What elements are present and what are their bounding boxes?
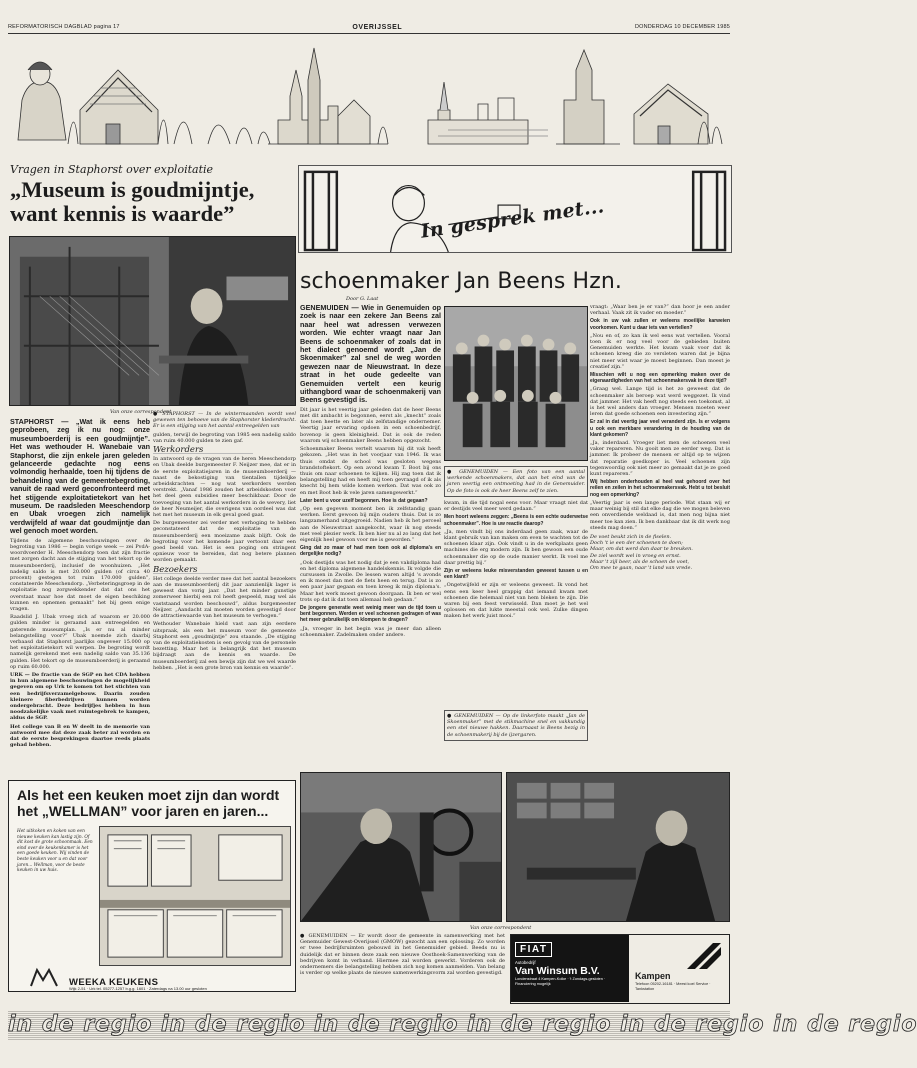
art2-question: De jongere generatie weet weinig meer van de tijd toen u bent begonnen. Werden er veel schoenen gedragen of was het meer gebruikelijk om klompen te dragen?	[300, 604, 441, 624]
ad-body-text: Het uitkoken en koken van een nieuwe keuken kan lastig zijn. Of dit kost de grote schoonmaak. Een eind over de keukenkamer is het een goede keuken. Wij vinden de beste keuken voor u en dat voor jaren... Wellman, voor de beste keuken in uw huis.	[17, 829, 93, 874]
masthead-section: OVERIJSSEL	[352, 23, 403, 31]
subhead-werkorders: Werkorders	[153, 447, 253, 454]
art2-lead: GENEMUIDEN — Wie in Genemuiden op zoek is naar een zekere Jan Beens zal naar heel wat adressen verwezen worden. Wie echter vraagt naar Jan Beens de schoenmaker of zoals dat in het dialect genoemd wordt „Jan de Skoenmaker” zal snel de weg worden gewezen naar de Nieuwstraat. In deze straat in het oude gedeelte van Genemuiden vertelt een keurig uithangbord waar de schoenmakerij van Beens gevestigd is.	[300, 303, 441, 405]
interview-byline: Door G. Laat	[346, 296, 379, 302]
wellman-kitchen-ad	[8, 780, 296, 992]
art2-column-2	[444, 500, 588, 622]
shoemaker-workshop-photo	[506, 772, 730, 922]
workshop-photo-caption-text: ● GENEMUIDEN — Op de linkerfoto maakt „Jan de Skoenmaker” met de stikmachine snel en vakkundig een stel nieuwe hakken. Daarnaast is Beens bezig in de schoenmakerij bij de ijzergaren.	[444, 710, 588, 741]
art2-question: Later bent u voor uzelf begonnen. Hoe is dat gegaan?	[300, 497, 428, 504]
art1-paragraph: In antwoord op de vragen van de heren Meeschendorp en Ubak deelde burgemeester F. Neijzer mee, dat er in de eerste exploitatiejaren in de museumboerderij — naast de bekostiging van tientallen tijdelijke arbeidskrachten — nog wat werkorders werden verstrekt. „Vanaf 1986 zouden het arbeidskosten voor het deel geen subsidies meer beschikbaar. Door de toevoeging van het aantal werkorders in de wevery, liet de heer Neumeijer, die overigens van oordeel was dat het met het museum in elk geval goed gaat.	[153, 456, 296, 519]
fiat-dealer-name: Van Winsum B.V.	[515, 965, 600, 977]
fiat-stripe-icon	[683, 939, 725, 973]
art2-question: Misschien wilt u nog een opmerking maken over de eigenaardigheden van het schoenmakersvak in deze tijd?	[590, 372, 730, 385]
weeka-logo-icon	[29, 966, 59, 988]
art2-paragraph: „Ja, vroeger in het begin was je meer dan alleen schoenmaker. Zadelmaken onder andere.	[300, 625, 441, 638]
fiat-phone: Telefoon 05202-16181 · Meest koel Service · Tankstation	[635, 982, 711, 991]
art2-paragraph: „Ja, men vindt bij ons inderdaad geen zaak, waar de klant gebruik van kan maken om even te wachten tot de schoenen klaar zijn. Ook vindt u in de werkplaats geen machines die erg modern zijn. Ik ben gewoon een oude schoenmaker die op de oude manier werkt. Ik voel me daar prettig bij.”	[444, 528, 588, 566]
art1-paragraph: Het college van B en W deelt in de memorie van antwoord mee dat deze zaak beter zal worden en dat de eerste besprekingen daartoe reeds plaats gehad hebben.	[10, 723, 150, 749]
art2-paragraph: „Ook destijds was het nodig dat je een vakdiploma had en het diploma algemene handelskennis. Ik volgde die cursussen in Zwolle. De lessen waren altijd 's avonds en ik moest dan met de fiets heen en terug. Dat is zo een paar jaar gegaan en toen kreeg ik mijn diploma's. Maar het werk moest gewoon doorgaan. Ik ben er wel trots op dat ik dat toen allemaal heb gedaan.”	[300, 559, 441, 603]
art2-question: Men hoort weleens zeggen: „Beens is een echte ouderwetse schoenmaker”. Hoe is uw reactie daarop?	[444, 514, 588, 527]
subhead-bezoekers: Bezoekers	[153, 567, 253, 574]
art1-lead: STAPHORST — „Wat ik eens heb geprobeen, zeg ik nu nog: onze museumboerderij is een goudmijntje”. Het was wethouder H. Wanebaie van Staphorst, die zijn enkele jaren geleden gelanceerde gedachte nog eens volmondig herhaalde, toen hij tijdens de behandeling van de gemeentebegroting, vanuit de raad werd geconfronteerd met het stijgende exploitatietekort van het museum. De raadsleden Meeschendorp en Ubak vroegen zich namelijk verdwijfeld af waar dat goudmijntje dan wel genoch moet worden.	[10, 417, 150, 536]
photo-byline: Van onze correspondent	[110, 409, 172, 415]
art2-paragraph: „Graag wel. Lange tijd is het zo geweest dat de schoenmaker als beroep wat werd weggezet. Ik vind dat jammer. Het vak heeft nog steeds een toekomst, al is het wel anders dan vroeger. Mensen moeten weer leren dat goede schoenen een investering zijn.”	[590, 386, 730, 418]
art1-photo-caption: ● STAPHORST — In de wintermaanden wordt veel geweven ten behoeve van de Staphorster klederdracht. Er is een stijging van het aantal entreegelden van	[153, 411, 296, 430]
ad-headline: Als het een keuken moet zijn dan wordt het „WELLMAN” voor jaren en jaren...	[17, 787, 280, 819]
bottom-caption-text: ● GENEMUIDEN — Er wordt door de gemeente in samenwerking met het Genemuider Gewest-Overijssel (GMOW) gezocht aan een oplossing. Zo worden er twee bedrijfsruimten gebouwd in het Genemuider gebied. Beeds nu is duidelijk dat er binnen deze zaak een nieuwe Oosthoek-Samenwerking van de bedrijven komt in verband. Hiermee zal worden gewerkt. Vorderen ook de ondernemers die belangstelling hebben zich nog komen aanmelden. Van belang is verder op welke plaats de nieuwe samenwerkingsvorm zal worden gevestigd.	[300, 933, 505, 977]
ad-address: Wijk 2-51 · Urk tel. 05277-1257 b.g.g. 1601 · Zaterdags na 13.00 uur gesloten	[69, 986, 207, 991]
art2-column-3	[590, 304, 730, 573]
kitchen-image	[99, 826, 291, 966]
art1-paragraph: De burgemeester zei verder met verhoging te hebben geconstateerd dat de exploitatie van de museumboerderij een moeizame zaak blijft. Ook de begroting voor het komende jaar vertoont daar een goed beeld van. Het is een poging om stringent opnieuw voor te bereiden, dat nog betere plannen worden gemaakt.	[153, 520, 296, 564]
art2-paragraph: kwam, in die tijd nogal eens voor. Maar vraagt niet dat er destijds veel meer werd gedaan.”	[444, 500, 588, 513]
art2-paragraph: „Op een gegeven moment ben ik zelfstandig gaan werken. Eerst gewoon bij mijn ouders thuis. Dat is zo langzamerhand uitgegroeid. Nadien heb ik het perceel aan de Nieuwstraat aangekocht, waar ik nog steeds met veel plezier werk. Ik ben hier nu al zo lang dat het eigenlijk heel gewoon voor me is geworden.”	[300, 505, 441, 543]
group-photo-caption	[444, 464, 588, 499]
art2-question: Zijn er weleens leuke misverstanden geweest tussen u en een klant?	[444, 568, 588, 581]
regional-footer-band	[8, 1010, 917, 1040]
art2-question: Ging dat zo maar of had men toen ook al diploma's en dergelijke nodig?	[300, 545, 441, 558]
masthead-left: REFORMATORISCH DAGBLAD pagina 17	[8, 24, 120, 30]
footer-band-text: in de regio in de regio in de regio in de regio in de regio in de regio	[8, 1012, 917, 1037]
fiat-ad-left	[511, 935, 629, 1002]
art1-column-1	[10, 418, 150, 750]
fiat-dealer-details: Londenstraat 4 Kampen-Kolke · 't Zondags-gesloten · Financiering mogelijk	[515, 977, 606, 986]
art1-paragraph: Tijdens de algemene beschouwingen over de begroting van 1986 — begin vorige week — zei PvdA-woordvoerder H. Meeschendorp toen dat zijn fractie met zorgen dacht aan de stijging van het tekort op de museumboerderij, inclusief de woonhuizen. „Het nadelig saldo is met 20.000 gulden (of circa 40 procent) gestegen tot ruim 170.000 gulden”, constateerde Meeschendorp. „Verbeteringsgroep in de exploitatie nog zorgwekkender dat dat ons het overstaat maar hoe dat moet de eigen beschiking kunnen en opnemen gemaakt” het bij geen enige vragen.	[10, 537, 150, 612]
fiat-city: Kampen	[635, 971, 671, 981]
interview-title: schoenmaker Jan Beens Hzn.	[300, 269, 622, 294]
regional-illustration-strip	[8, 40, 730, 148]
workshop-photo-caption	[444, 708, 588, 743]
art2-paragraph: „Ja, inderdaad. Vroeger liet men de schoenen veel vaker repareren. Nu gooit men ze eerder weg. Dat is jammer. Ik probeer de mensen er altijd op te wijzen dat reparatie goedkoper is. Veel schoenen zijn tegenwoordig ook niet meer zo gemaakt dat je ze goed kunt repareren.”	[590, 440, 730, 478]
fiat-label: Autobedrijf	[515, 960, 536, 965]
art1-paragraph: Wethouder Wanebaie hield vast aan zijn eerdere uitspraak, als een het museum voor de gemeente Staphorst een „goudmijntje” zou staande. „De stijging van de exploitatiekosten is een gevolg van de personele bezetting. Maar het is belangrijk dat het museum bijdraagt aan de kennis en waarde. De museumboerderij zal een bewijs zijn dat we wel waarde hebben. „Het is een grote bron van kennis en waarde”.	[153, 621, 296, 671]
art2-question: Ook in uw vak zullen er weleens moeilijke karweien voorkomen. Kunt u daar iets van vertellen?	[590, 318, 730, 331]
masthead-rule	[8, 33, 730, 34]
art1-paragraph: Raadslid J. Ubak vroeg zich af waarom er 20.000 gulden minder is geraamd aan entreegelden en gaterende museumplan. „Is er nu al minder belangstelling voor?” Ubak noemde zich daarbij verbaasd dat Staphorst jaarlijks ongeveer 15.000 op het exploitatietekort wil werpen. De begroting wordt namelijk gerekend met een nadelig saldo van 35.136 gulden. Het tekort op de museumboerderij is geraamd op ruim 60.000.	[10, 614, 150, 670]
art1-paragraph: gulden, terwijl de begroting van 1985 een nadelig saldo van ruim 40.000 gulden te zien gaf.	[153, 431, 296, 444]
closing-poem: De voet beukt zich in de fiselen. Doch 't ie een der schoenen te doen; Maar, om dat werd dan daar te breuken. De ziel wordt wel in vroeg en ernst. Maar 't zijl beer, als de schoen de voet, Om mee te gaan, naar 't land van vrede.	[590, 533, 693, 571]
art2-paragraph: Schoenmaker Beens vertelt waarom hij dit vak heeft gekozen. „Het was in het voorjaar van 1946. Ik was thuis omdat de school was gesloten wegens brandstoftekort. Op een avond kwam T. Boot bij ons thuis om naar schoenen te kijken. Hij zag toen dat ik belangstelling had en heeft mij toen gevraagd of ik als knecht bij hem wilde komen werken. Dat was ook zo en met Boot heb ik vele jaren samengewerkt.”	[300, 446, 441, 496]
art2-paragraph: „Nou en of, zo kan ik wel eens wat vertellen. Vooral toen ik er nog veel voor de gebieden buiten Genemuiden werkte. Het kwam vaak voor dat ik schoenen kreeg die zo versleten waren dat je bijna niet meer wist waar je moest beginnen. Dan moest je creatief zijn.”	[590, 332, 730, 370]
masthead-date: DONDERDAG 10 DECEMBER 1985	[634, 24, 730, 30]
fiat-dealer-ad	[510, 934, 730, 1004]
fiat-logo: FIAT	[515, 942, 552, 957]
art2-question: Er zal in dat veertig jaar veel veranderd zijn. Is er volgens u ook een merkbare verandering in de houding van de klant gekomen?	[590, 419, 730, 438]
masthead	[8, 22, 730, 32]
bottom-photo-byline: Van onze correspondent	[470, 925, 532, 931]
interview-series-label: In gesprek met...	[419, 195, 606, 243]
article-headline: „Museum is goudmijntje, want kennis is waarde”	[10, 177, 255, 226]
art2-paragraph: „Veertig jaar is een lange periode. Wat staan wij er maar weinig bij stil dat elke dag die we mogen beleven een onverdiende weldaad is, dat men nog bijna niet meer toe kan zien. Ik ben dankbaar dat ik dit werk nog steeds mag doen.”	[590, 499, 730, 531]
weaving-photo	[9, 236, 296, 406]
ad-brand: WEEKA KEUKENS	[69, 977, 159, 988]
fiat-ad-right	[631, 935, 729, 1002]
art1-column-2	[153, 411, 296, 673]
art2-paragraph: vraagt: „Waar ben je er van?” dan hoor je een ander verhaal. Vaak zit ik vader en moeder.”	[590, 304, 730, 317]
article-kicker: Vragen in Staphorst over exploitatie	[10, 163, 214, 176]
art2-column-1	[300, 304, 441, 640]
group-photo	[444, 306, 588, 461]
art2-question: Wij hebben onderhouden al heel wat gehoord over het reilen en zeilen in het schoenmakersvak. Hebt u tot besluit nog een opmerking?	[590, 479, 730, 498]
art2-paragraph: „Ongetwijfeld er zijn er weleens geweest. Ik vond het eens een keer heel grappig dat iemand kwam met schoenen die helemaal niet van hem bleken te zijn. Die waren bij een feest verwisseld. Dan moet je het wel oplossen en dat lukte meestal ook wel. Zulke dingen maken het werk juist mooi.”	[444, 582, 588, 620]
shoemaker-sewing-photo	[300, 772, 502, 922]
bottom-caption	[300, 933, 505, 978]
art1-paragraph: Het college deelde verder mee dat het aantal bezoekers aan de museumboerderij dit jaar aanzienlijk lager is geweest dan vorig jaar. „Dat het minder gunstige zomerweer hierbij een rol heeft gespeeld, mag wel als vaststaand worden beschouwd”, aldus burgemeester Neijzer. „Aandacht zal moeten worden gevestigd door de attractiewaarde van het museum te verhogen.”	[153, 575, 296, 620]
group-photo-caption-text: ● GENEMUIDEN — Een foto van een aantal werkende schoenmakers, dat aan het eind van de jaren veertig een ontmoeting had in de Genemuider. Op de foto is ook de heer Beens zelf te zien.	[444, 466, 588, 497]
art1-paragraph: URK — De fractie van de SGP en het CDA hebben in hun algemene beschouwingen de mogelijkheid gegeven om op Urk te komen tot het stichten van een bedrijfsverzamelgebouw. Daarin zouden kleinere fiberbedrijven kunnen worden ondergebracht. Deze bedrijfjes hebben in hun noodzakelijke vaak met ruimtegebrek te kampen, aldus de SGP.	[10, 671, 150, 722]
art2-paragraph: Dit jaar is het veertig jaar geleden dat de heer Beens met dit ambacht is begonnen, eerst als „knecht” zoals dat toen heette en later als zelfstandige ondernemer. Veertig jaar ervaring opdoen in een schoenbedrijf, bovenop is geen kleinigheid. Dat is ook de reden waarom wij schoenmaker Beens hebben opgezocht.	[300, 406, 441, 444]
